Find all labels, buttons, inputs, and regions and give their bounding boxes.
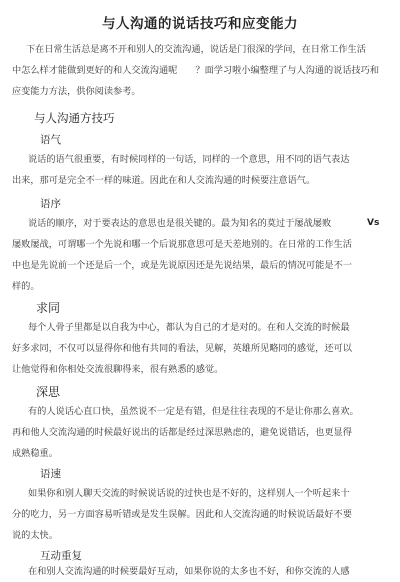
vs-label: Vs — [367, 218, 380, 228]
heading-speed: 语速 — [40, 468, 61, 480]
intro-line-2a: 中怎么样才能做到更好的和人交流沟通呢 — [12, 65, 178, 76]
deep-line-2: 再和他人交流沟通的时候最好说出的话都是经过深思熟虑的，避免说错话，也更显得 — [12, 427, 352, 438]
heading-order: 语序 — [40, 198, 61, 210]
intro-line-3: 应变能力方法，供你阅读参考。 — [12, 86, 141, 97]
speed-line-2: 分的吃力，另一方面容易听错或是发生误解。因此和人交流沟通的时候说话最好不要 — [12, 509, 352, 520]
deep-line-1: 有的人说话心直口快，虽然说不一定是有错，但是往往表现的不是让你那么喜欢。 — [28, 406, 359, 417]
intro-line-1c: ，在日常工作生活 — [292, 44, 366, 55]
interact-line-1: 在和别人交流沟通的时候要最好互动，如果你说的太多也不好，和你交流的人感 — [28, 566, 350, 577]
tone-line-2: 出来，那可是完全不一样的味道。因此在和人交流沟通的时候要注意语气。 — [12, 175, 316, 186]
section-title: 与人沟通方技巧 — [34, 111, 115, 125]
intro-line-1 — [26, 40, 366, 60]
order-line-3: 中也是先说前一个还是后一个，或是先说原因还是先说结果，最后的情况可能是不一 — [12, 260, 352, 271]
common-line-1: 每个人骨子里都是以自我为中心，都认为自己的才是对的。在和人交流的时候最 — [28, 322, 350, 333]
order-line-2: 屡败屡战，可谓哪一个先说和哪一个后说那意思可是天差地别的。在日常的工作生活 — [12, 239, 352, 250]
order-line-4: 样的。 — [12, 281, 40, 292]
deep-line-3: 成熟稳重。 — [12, 448, 58, 459]
heading-interact-repeat: 互动重复 — [40, 550, 82, 562]
page-title: 与人沟通的说话技巧和应变能力 — [102, 16, 298, 32]
intro-line-2 — [12, 61, 379, 81]
intro-line-2c: 面学习啦小编整理了与人沟通的说话技巧和 — [204, 65, 380, 76]
speed-line-1: 如果你和别人聊天交流的时候说话说的过快也是不好的，这样别人一个听起来十 — [28, 488, 350, 499]
intro-line-2b: ？ — [195, 65, 205, 76]
intro-line-1b: ，说话是门很深的学问 — [200, 44, 293, 55]
tone-line-1: 说话的语气很重要，有时候同样的一句话，同样的一个意思，用不同的语气表达 — [28, 154, 350, 165]
heading-seek-common: 求同 — [36, 301, 61, 315]
order-line-1: 说话的顺序，对于要表达的意思也是很关键的。最为知名的莫过于屡战屡败 — [28, 218, 332, 229]
heading-deep-thought: 深思 — [36, 385, 61, 399]
heading-tone: 语气 — [40, 134, 61, 146]
intro-line-1a: 下在日常生活总是离不开和别人的交流沟通 — [26, 44, 201, 55]
common-line-2: 好多求同，不仅可以显得你和他有共同的看法，见解，英雄所见略同的感觉，还可以 — [12, 343, 352, 354]
common-line-3: 让他觉得和你相处交流很聊得来，很有熟悉的感觉。 — [12, 364, 224, 375]
speed-line-3: 说的太快。 — [12, 530, 58, 541]
